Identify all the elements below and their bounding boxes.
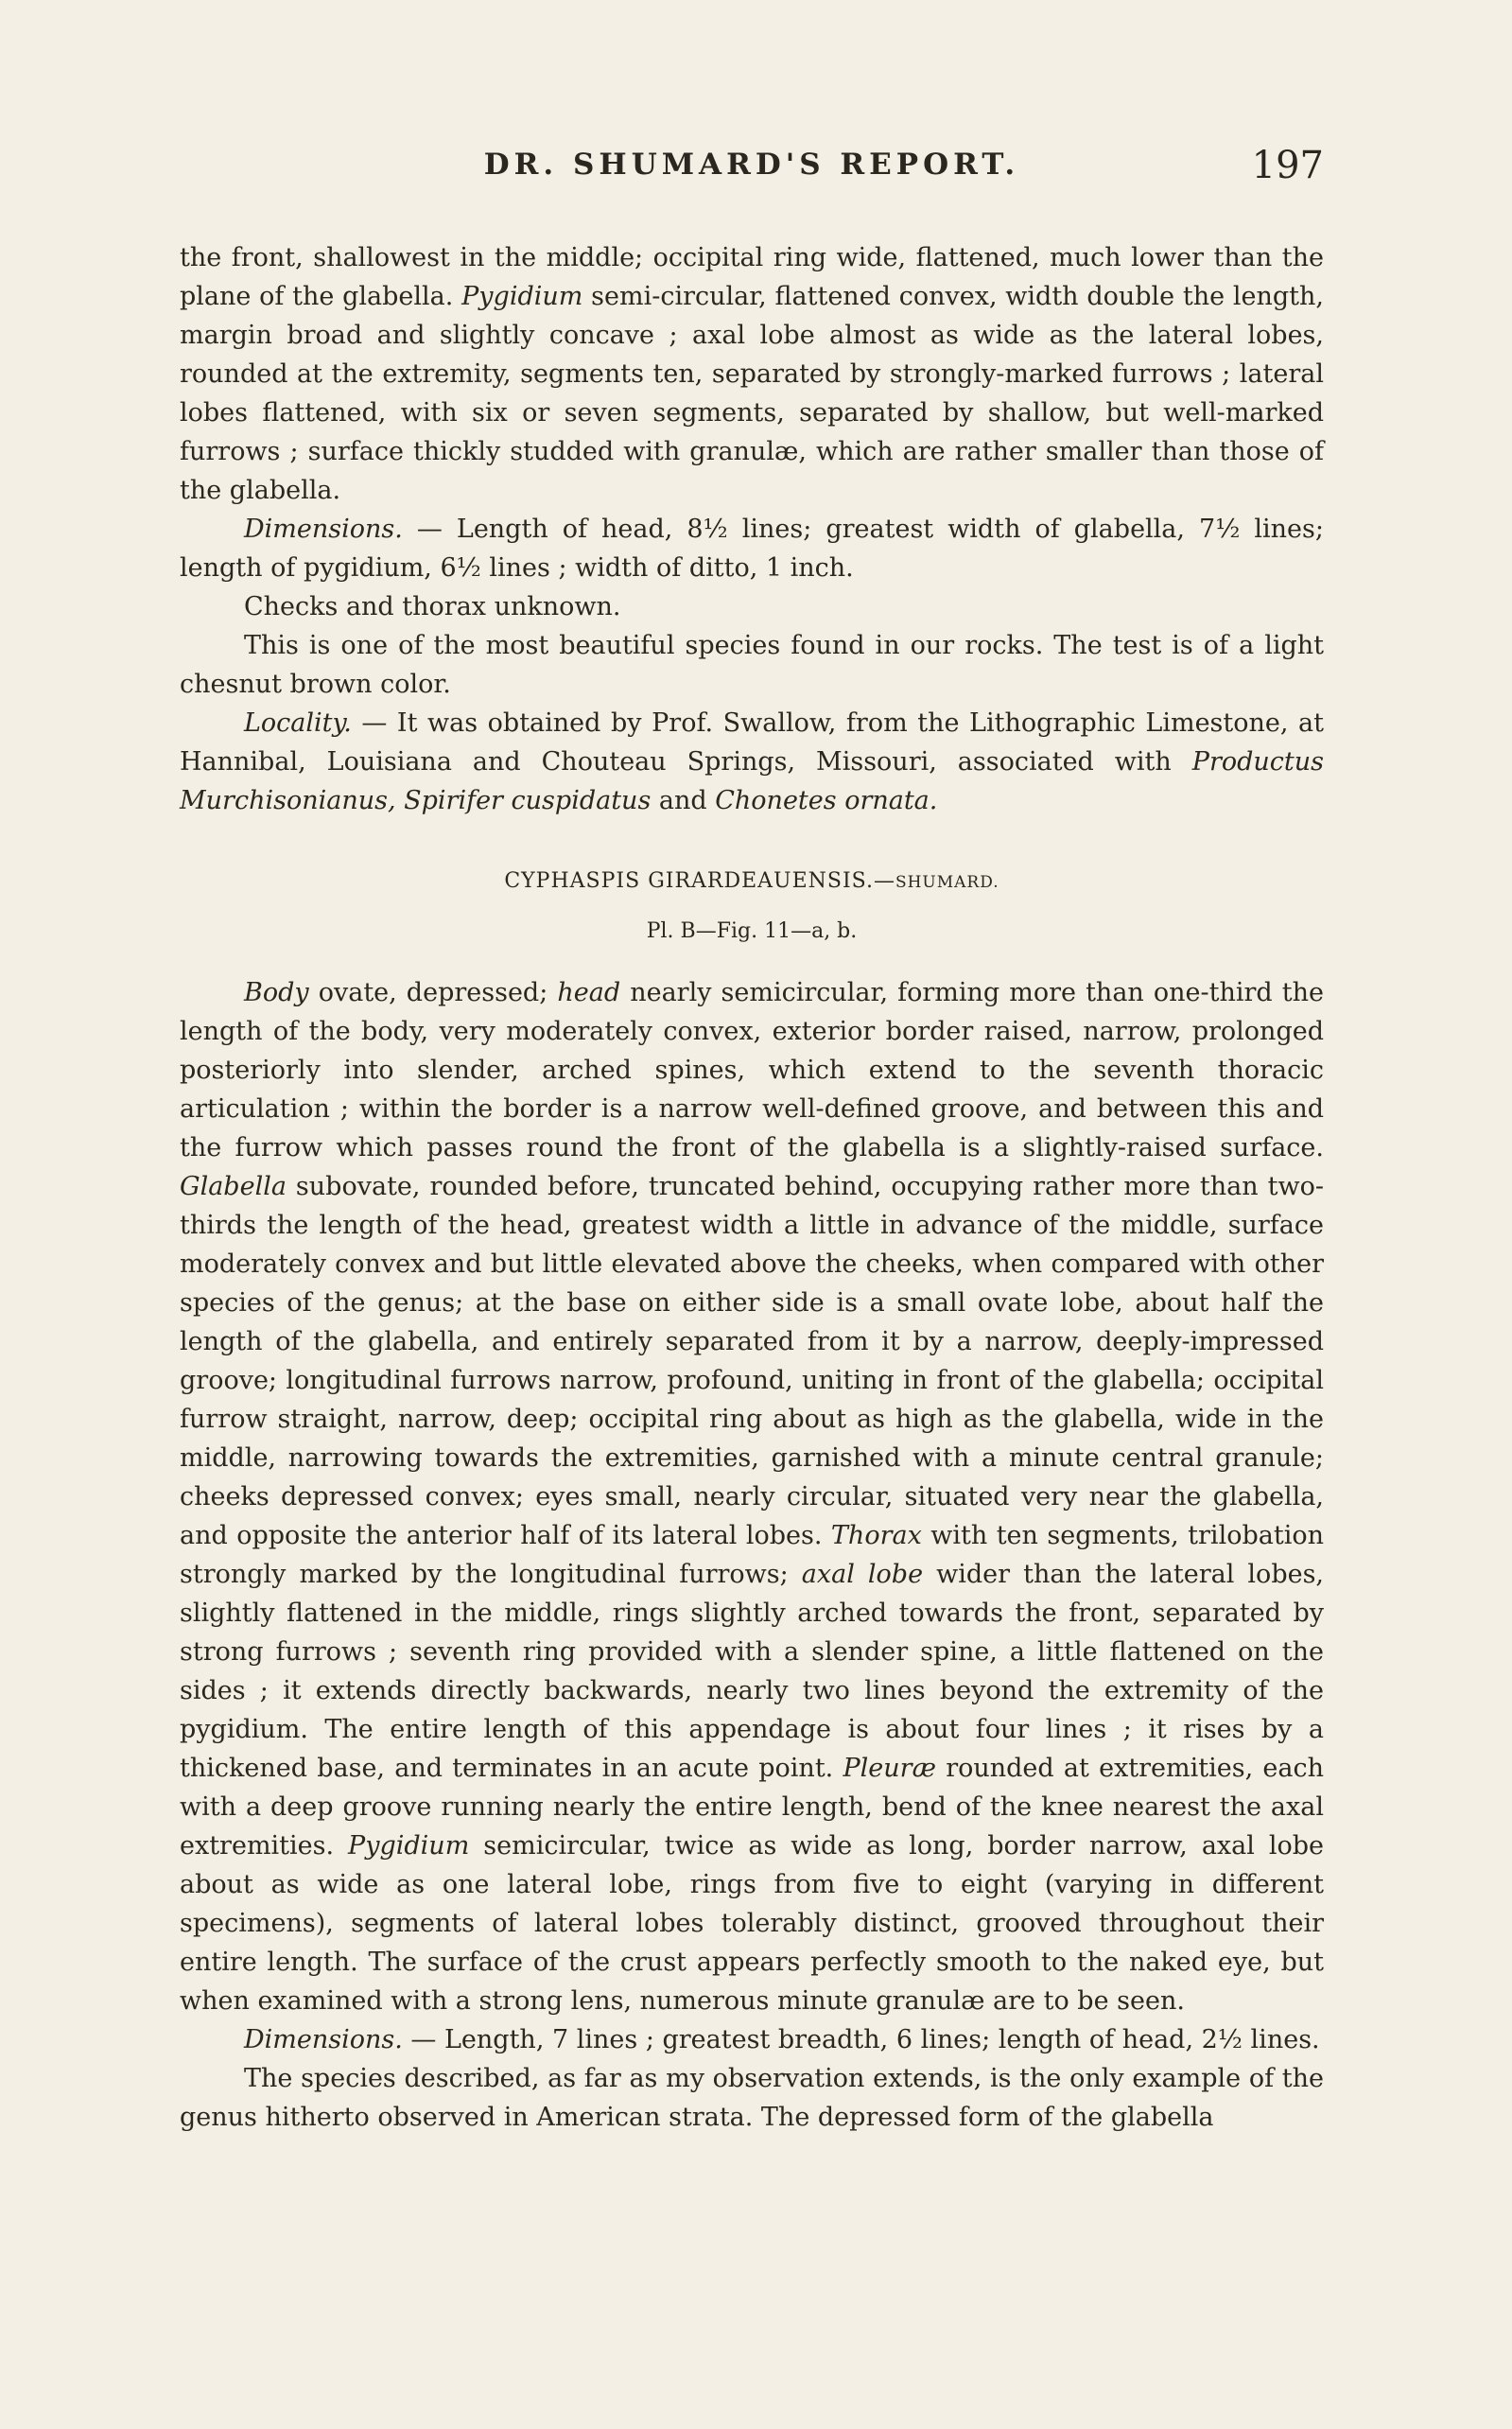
text-run: the front, shallowest in the middle; occipital ring wide, flattened, much lower than the plane of the glabella. [180, 243, 1324, 311]
term-thorax: Thorax [830, 1521, 922, 1550]
closing-paragraph: The species described, as far as my observation extends, is the only example of the genus hitherto observed in American strata. The depressed form of the glabella [180, 2064, 1324, 2132]
locality-text: — It was obtained by Prof. Swallow, from the Lithographic Limestone, at Hannibal, Louisiana and Chouteau Springs, Missouri, associated with [180, 708, 1324, 777]
species-name: Chonetes ornata. [715, 786, 938, 815]
term-glabella: Glabella [180, 1172, 287, 1201]
term-pygidium: Pygidium [461, 282, 583, 311]
species-heading [180, 862, 1324, 902]
cheeks-paragraph: Checks and thorax unknown. [244, 592, 621, 621]
beauty-paragraph: This is one of the most beautiful species found in our rocks. The test is of a light chesnut brown color. [180, 631, 1324, 699]
text-run: subovate, rounded before, truncated behind, occupying rather more than two-thirds the length of the head, greatest width a little in advance of the middle, surface moderately convex and but little elevated above the cheeks, when compared with other species of the genus; at the base on either side is a small ovate lobe, about half the length of the glabella, and entirely separated from it by a narrow, deeply-impressed groove; longitudinal furrows narrow, profound, uniting in front of the glabella; occipital furrow straight, narrow, deep; occipital ring about as high as the glabella, wide in the middle, narrowing towards the extremities, garnished with a minute central granule; cheeks depressed convex; eyes small, nearly circular, situated very near the glabella, and opposite the anterior half of its lateral lobes. [180, 1172, 1324, 1550]
locality-paragraph [180, 704, 1324, 820]
text-run: ovate, depressed; [308, 978, 558, 1007]
text-run: and [651, 786, 716, 815]
text-run: semi-circular, flattened convex, width double the length, margin broad and slightly concave ; axal lobe almost as wide as the lateral lobes, rounded at the extremity, segments ten, separated by strongly-marked furrows ; lateral lobes flattened, with six or seven segments, separated by shallow, but well-marked furrows ; surface thickly studded with granulæ, which are rather smaller than those of the glabella. [180, 282, 1324, 505]
locality-label: Locality. [244, 708, 352, 738]
text-run: semicircular, twice as wide as long, border narrow, axal lobe about as wide as one lateral lobe, rings from five to eight (varying in different specimens), segments of lateral lobes tolerably distinct, grooved throughout their entire length. The surface of the crust appears perfectly smooth to the naked eye, but when examined with a strong lens, numerous minute granulæ are to be seen. [180, 1831, 1324, 2016]
term-axal-lobe: axal lobe [801, 1560, 924, 1589]
running-title: DR. SHUMARD'S REPORT. [483, 148, 1020, 182]
dimensions-text: — Length, 7 lines ; greatest breadth, 6 lines; length of head, 2½ lines. [402, 2025, 1320, 2054]
text-run: wider than the lateral lobes, slightly flattened in the middle, rings slightly arched towards the front, separated by strong furrows ; seventh ring provided with a slender spine, a little flattened on the sides ; it extends directly backwards, nearly two lines beyond the extremity of the pygidium. The entire length of this appendage is about four lines ; it rises by a thickened base, and terminates in an acute point. [180, 1560, 1325, 1783]
term-pleurae: Pleuræ [843, 1754, 936, 1783]
dimensions-label: Dimensions. [244, 515, 403, 544]
description-paragraph [180, 973, 1324, 2020]
dimensions-label: Dimensions. [244, 2025, 403, 2054]
paragraph-continuation [180, 238, 1324, 510]
dimensions-paragraph-2 [180, 2020, 1324, 2059]
running-head [180, 144, 1324, 201]
body-text [180, 238, 1324, 2137]
text-run: nearly semicircular, forming more than one-third the length of the body, very moderately convex, exterior border raised, narrow, prolonged posteriorly into slender, arched spines, which extend to the seventh thoracic articulation ; within the border is a narrow well-defined groove, and between this and the furrow which passes round the front of the glabella is a slightly-raised surface. [180, 978, 1324, 1162]
plate-reference: Pl. B—Fig. 11—a, b. [646, 919, 858, 943]
term-pygidium: Pygidium [348, 1831, 470, 1861]
species-author: SHUMARD. [895, 873, 999, 892]
species-names: Productus Murchisonianus, Spirifer cuspidatus [180, 747, 1324, 815]
dimensions-text: — Length of head, 8½ lines; greatest width of glabella, 7½ lines; length of pygidium, 6½ lines ; width of ditto, 1 inch. [180, 515, 1324, 583]
text-run: with ten segments, trilobation strongly marked by the longitudinal furrows; [180, 1521, 1324, 1589]
term-body: Body [244, 978, 309, 1007]
page-number: 197 [1251, 144, 1324, 187]
term-head: head [557, 978, 621, 1007]
text-run: rounded at extremities, each with a deep groove running nearly the entire length, bend of the knee nearest the axal extremities. [180, 1754, 1324, 1861]
dimensions-paragraph [180, 510, 1324, 587]
species-title: CYPHASPIS GIRARDEAUENSIS.— [504, 869, 895, 893]
